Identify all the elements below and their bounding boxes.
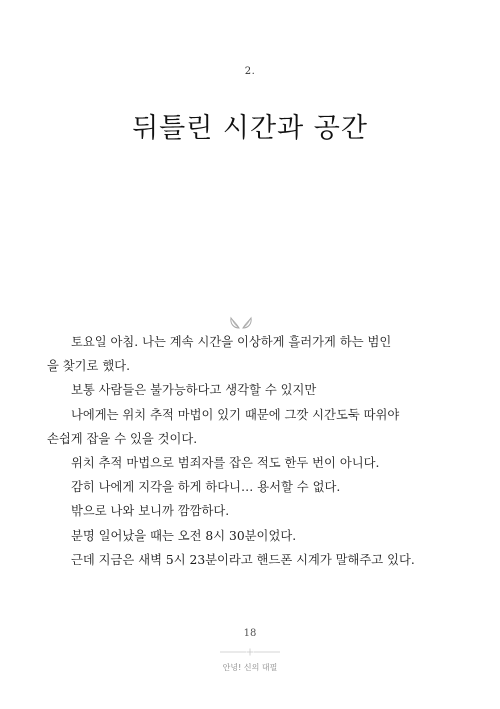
paragraph: [59, 475, 409, 499]
text-line: 감히 나에게 지각을 하게 하다니… 용서할 수 없다.: [71, 480, 341, 495]
paragraph: [59, 548, 415, 572]
text-line: 을 찾기로 했다.: [47, 359, 130, 374]
paragraph: [59, 378, 409, 402]
paragraph: [59, 499, 409, 523]
paragraph: [47, 330, 409, 378]
chapter-number: 2.: [244, 66, 256, 77]
chapter-title: 뒤틀린 시간과 공간: [132, 113, 368, 145]
text-line: 분명 일어났을 때는 오전 8시 30분이었다.: [71, 528, 297, 543]
page-number: 18: [243, 628, 257, 639]
running-book-title: 안녕! 신의 대필: [222, 663, 278, 672]
paragraph: [59, 524, 409, 548]
paragraph: [59, 451, 409, 475]
text-line: 근데 지금은 새벽 5시 23분이라고 핸드폰 시계가 말해주고 있다.: [71, 552, 415, 567]
footer-divider: [220, 648, 280, 656]
body-text: [47, 330, 415, 572]
text-line: 밖으로 나와 보니까 깜깜하다.: [71, 504, 230, 519]
page-footer: [0, 628, 500, 673]
text-line: 토요일 아침. 나는 계속 시간을 이상하게 흘러가게 하는 범인: [71, 335, 392, 349]
text-line: 나에게는 위치 추적 마법이 있기 때문에 그깟 시간도둑 따위야: [71, 407, 400, 422]
text-line: 위치 추적 마법으로 범죄자를 잡은 적도 한두 번이 아니다.: [71, 456, 380, 471]
text-line: 손쉽게 잡을 수 있을 것이다.: [47, 431, 198, 446]
paragraph: [47, 403, 409, 451]
leaf-ornament-icon: [226, 315, 256, 331]
text-line: 보통 사람들은 불가능하다고 생각할 수 있지만: [71, 383, 317, 398]
